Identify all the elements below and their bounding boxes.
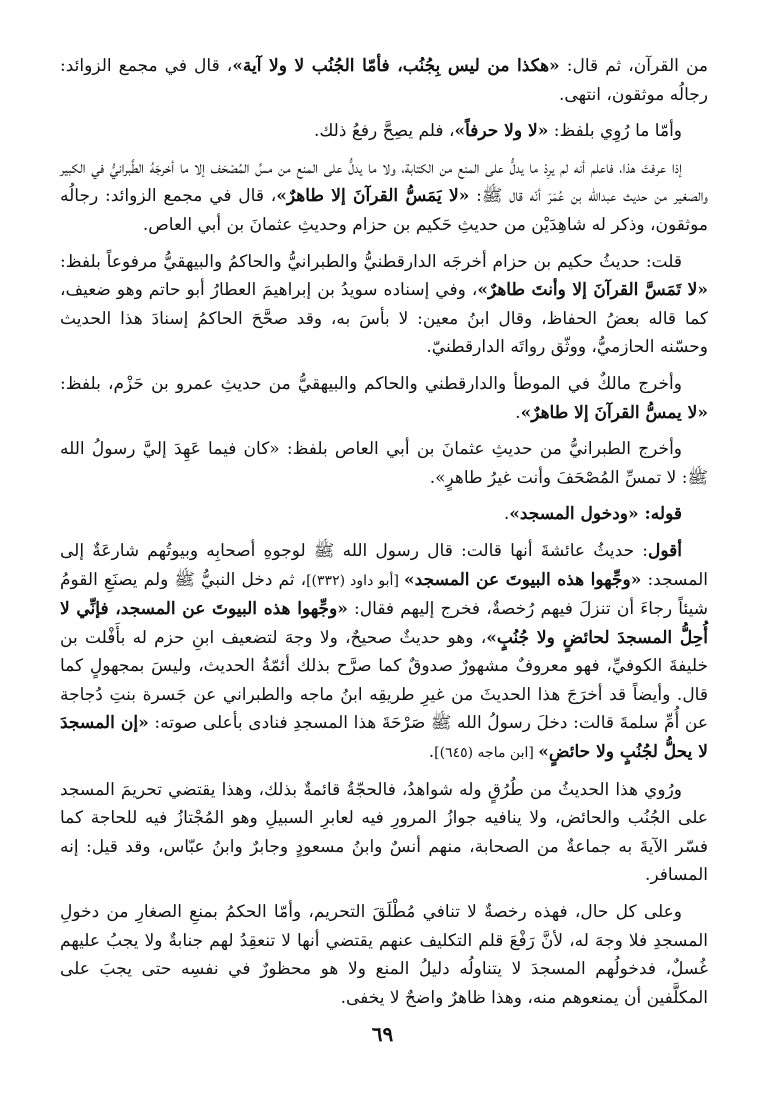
paragraph <box>60 435 708 492</box>
text-segment: ، قال في مجمع الزوائد: رجالُه موثقون، وذكر له شاهِدَيْن من حديثِ حَكيم بن حزام وحديثِ عثمانَ بن أبي العاص. <box>60 186 708 235</box>
text-segment: ورُوي هذا الحديثُ من طُرُقٍ وله شواهدُ، فالحجّةُ قائمةٌ بذلك، وهذا يقتضي تحريمَ المسجد على الجُنُب والحائض، ولا ينافيه جوازُ المرورِ فيه لعابرِ السبيلِ وهو المُجْتازُ فيه للحاجة كما فسّر الآيةَ به جماعةٌ من الصحابة، منهم أنسٌ وابنُ مسعودٍ وجابرٌ وابنُ عبّاس، وقد قيل: إنه المسافر. <box>60 779 708 886</box>
citation: [أبو داود (٣٣٢)] <box>306 572 405 589</box>
text-segment: وأخرج مالكٌ في الموطأ والدارقطني والحاكم والبيهقيُّ من حديثِ عمرو بن حَزْم، بلفظ: <box>60 373 682 394</box>
heading-text: قوله: «ودخول المسجد» <box>509 504 682 525</box>
text-segment: . <box>428 742 435 763</box>
page-body <box>60 52 708 1020</box>
page-number: ٦٩ <box>371 1022 394 1046</box>
hadith-quote: «لا تَمَسَّ القرآنَ إلا وأنتَ طاهرٌ» <box>477 280 708 301</box>
text-segment: ، قال في مجمع الزوائد: رجالُه موثقون، انتهى. <box>60 56 708 105</box>
section-heading <box>60 500 708 529</box>
paragraph <box>60 248 708 362</box>
text-segment: ، ثم دخل النبيُّ ﷺ ولم يصنَعِ القومُ شيئاً رجاءَ أن تنزلَ فيهم رُخصةٌ، فخرج إليهم فقال: <box>60 569 708 620</box>
text-segment: إذا عرفتَ هذا، فاعلم أنه لم يرِدْ ما يدلُّ على المنع من الكتابة، ولا ما يدلُّ على المنع من مسِّ المُصْحَف إلا ما أخرجَهُ الطَّبرانيُّ في الكبير والصغير من حديث عبدالله بن عُمَرَ أنّه قال ﷺ: <box>60 157 708 207</box>
text-segment: . <box>515 402 521 423</box>
hadith-quote: «وجِّهوا هذه البيوتَ عن المسجد، فإنِّي لا أُحِلُّ المسجدَ لحائضٍ ولا جُنُبٍ» <box>60 599 709 648</box>
paragraph <box>60 370 708 427</box>
paragraph <box>60 537 708 768</box>
paragraph <box>60 52 708 109</box>
text-segment: ، وفي إسناده سويدُ بن إبراهيمَ العطارُ أبو حاتم وهو ضعيف، كما قاله بعضُ الحفاظ، وقال ابنُ معين: لا بأسَ به، وقد صحَّحَ الحاكمُ إسنادَ هذا الحديث وحسّنه الحازميُّ، ووثّق رواتَه الدارقطنيّ. <box>60 280 708 358</box>
text-segment: . <box>503 504 510 525</box>
text-segment: ، وهو حديثٌ صحيحٌ، ولا وجهَ لتضعيف ابنِ حزم له بأَفْلت بن خليفةَ الكوفيِّ، فهو معروفٌ مشهورٌ صدوقٌ كما صرَّح بذلك أئمّةُ الحديث، وليسَ بمجهولٍ كما قال. وأيضاً قد أخرَجَ هذا الحديثَ من غيرِ طريقِه ابنُ ماجه والطبراني عن جَسرة بنتِ دُجاجة عن أُمِّ سلمةَ قالت: دخلَ رسولُ الله ﷺ صَرْحَةَ هذا المسجدِ فنادى بأعلى صوته: <box>60 627 708 734</box>
paragraph <box>60 117 708 146</box>
hadith-quote: «إن المسجدَ لا يحلُّ لجُنُبٍ ولا حائضٍ» <box>60 713 708 763</box>
hadith-quote: «وجِّهوا هذه البيوتَ عن المسجد» <box>404 569 642 590</box>
text-segment: وأمّا ما رُوِي بلفظ: <box>548 121 682 142</box>
text-segment: وأخرج الطبرانيُّ من حديثِ عثمانَ بن أبي العاص بلفظ: «كان فيما عَهِدَ إليَّ رسولُ الله ﷺ: لا تمسِّ المُصْحَفَ وأنت غيرُ طاهرٍ». <box>60 439 708 488</box>
answer-label: أقول <box>648 540 682 561</box>
paragraph <box>60 776 708 890</box>
hadith-quote: «هكذا من ليس بِجُنُب، فأمّا الجُنُب لا ولا آية» <box>232 56 560 76</box>
paragraph <box>60 154 708 240</box>
hadith-quote: «لا يمسُّ القرآنَ إلا طاهرٌ» <box>520 402 708 423</box>
text-segment: : حديثُ عائشةَ أنها قالت: قال رسول الله ﷺ لوجوهِ أصحابِه وبيوتُهم شارعَةٌ إلى المسجد: <box>60 540 708 590</box>
text-segment: قلت: حديثُ حكيم بن حزام أخرجَه الدارقطنيُّ والطبرانيُّ والحاكمُ والبيهقيُّ مرفوعاً بلفظ: <box>60 251 682 272</box>
paragraph <box>60 898 708 1012</box>
citation: [ابن ماجه (٦٤٥)] <box>434 745 539 762</box>
hadith-quote: «لا يَمَسُّ القرآنَ إلا طاهرٌ» <box>276 186 470 207</box>
text-segment: من القرآن، ثم قال: <box>559 56 708 76</box>
hadith-quote: «لا ولا حرفاً» <box>454 121 549 142</box>
text-segment: وعلى كل حال، فهذه رخصةٌ لا تنافي مُطْلَقَ التحريم، وأمّا الحكمُ بمنعِ الصغارِ من دخولِ المسجدِ فلا وجهَ له، لأنَّ رَفْعَ قلم التكليف عنهم يقتضي أنها لا تنعقِدُ لهم جنابةٌ ولا يجبُ عليهم غُسلٌ، فدخولُهم المسجدَ لا يتناولُه دليلُ المنع ولا هو محظورٌ في نفسِه حتى يجبَ على المكلَّفين أن يمنعوهم منه، وهذا ظاهرٌ واضحٌ لا يخفى. <box>60 902 708 1008</box>
text-segment: ، فلم يصِحَّ رفعُ ذلك. <box>313 121 455 142</box>
